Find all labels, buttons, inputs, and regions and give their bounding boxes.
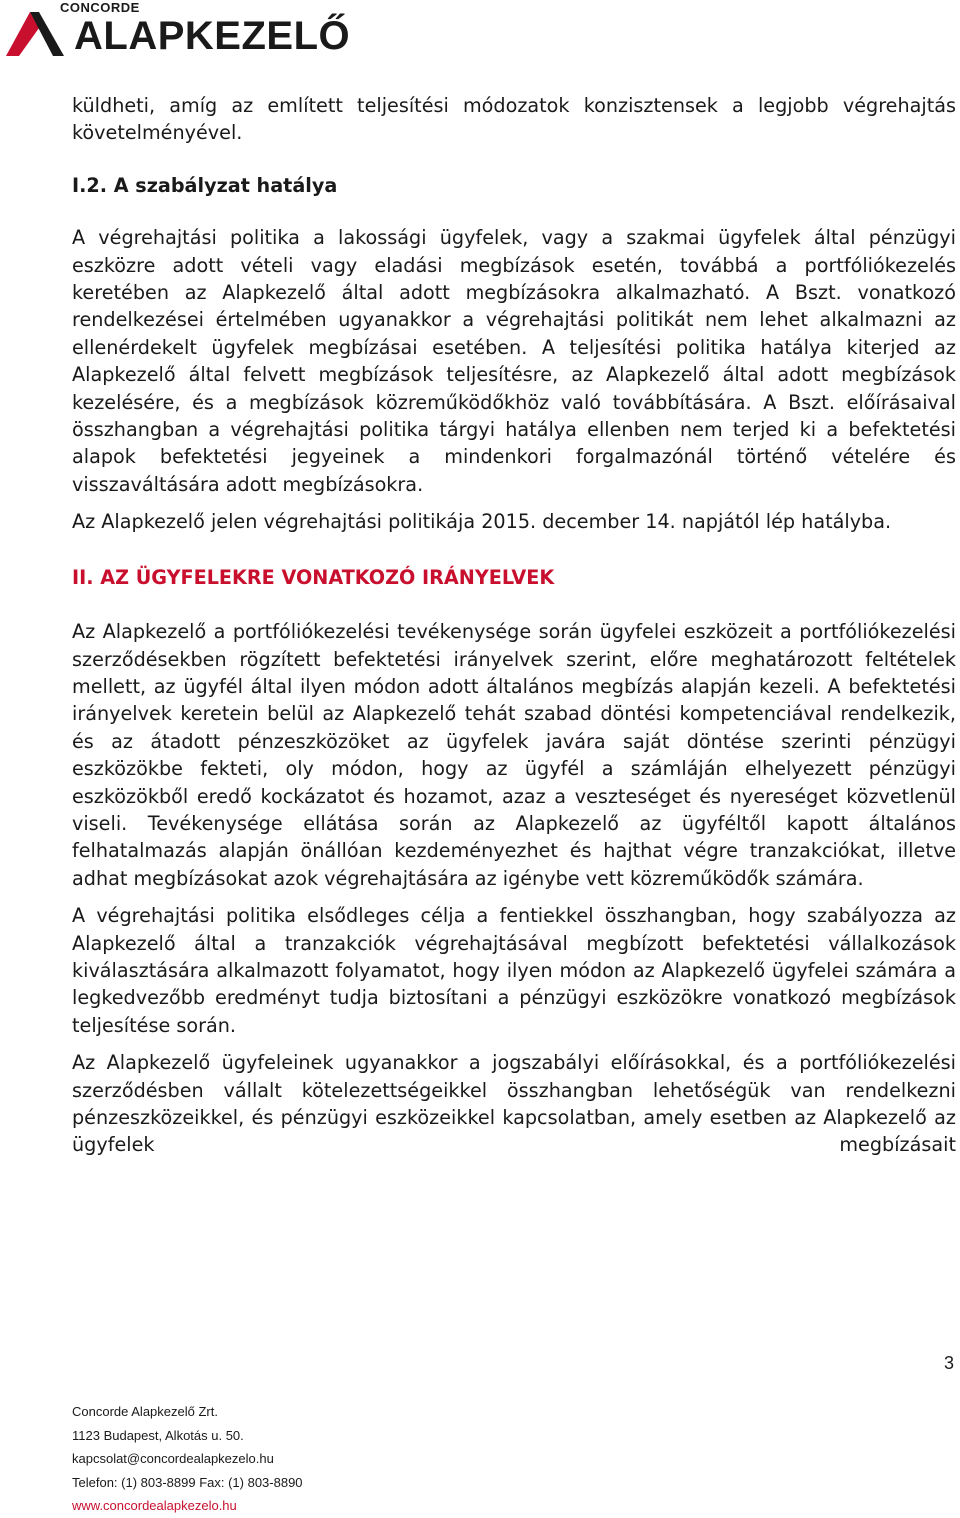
paragraph: Az Alapkezelő a portfóliókezelési tevékenysége során ügyfelei eszközeit a portfóliókezelési szerződésekben rögzített befektetési irányelvek szerint, előre meghatározott feltételek mellett, az ügyfél által ilyen módon adott általános megbízás alapján kezeli. A befektetési irányelvek keretein belül az Alapkezelő tehát szabad döntési kompetenciával rendelkezik, és az átadott pénzeszközöket az ügyfelek javára saját döntése szerinti pénzügyi eszközökbe fekteti, oly módon, hogy az ügyfél a számláján elhelyezett pénzügyi eszközökből eredő kockázatot és hozamot, azaz a veszteséget és nyereséget közvetlenül viseli. Tevékenysége ellátása során az Alapkezelő az ügyféltől kapott általános felhatalmazás alapján önállóan kezdeményezhet és hajthat végre tranzakciókat, illetve adhat megbízásokat azok végrehajtására az igénybe vett közreműködők számára.	[72, 620, 956, 890]
header	[0, 0, 960, 64]
paragraph: Az Alapkezelő ügyfeleinek ugyanakkor a jogszabályi előírásokkal, és a portfóliókezelési szerződésben vállalt kötelezettségeikkel összhangban lehetőségük van rendelkezni pénzeszközeikkel, és pénzügyi eszközeikkel kapcsolatban, amely esetben az Alapkezelő az ügyfelek megbízásait	[72, 1051, 956, 1157]
brand-name: ALAPKEZELŐ	[74, 14, 351, 58]
footer-email[interactable]: kapcsolat@concordealapkezelo.hu	[72, 1451, 274, 1466]
section-heading: I.2. A szabályzat hatálya	[72, 173, 338, 197]
logo-mark-icon	[6, 12, 72, 56]
paragraph: Az Alapkezelő jelen végrehajtási politikája 2015. december 14. napjától lép hatályba.	[72, 510, 892, 534]
footer	[72, 1400, 303, 1518]
footer-website-link[interactable]: www.concordealapkezelo.hu	[72, 1498, 237, 1513]
footer-address: 1123 Budapest, Alkotás u. 50.	[72, 1427, 244, 1443]
page-number: 3	[944, 1353, 955, 1373]
document-body	[72, 92, 956, 1169]
paragraph: küldheti, amíg az említett teljesítési módozatok konzisztensek a legjobb végrehajtás követelményével.	[72, 94, 956, 145]
section-heading: II. AZ ÜGYFELEKRE VONATKOZÓ IRÁNYELVEK	[72, 565, 555, 589]
brand-small: CONCORDE	[60, 0, 140, 15]
paragraph: A végrehajtási politika elsődleges célja a fentiekkel összhangban, hogy szabályozza az Alapkezelő által a tranzakciók végrehajtásával megbízott befektetési vállalkozások kiválasztására alkalmazott folyamatot, hogy ilyen módon az Alapkezelő ügyfelei számára a legkedvezőbb eredményt tudja biztosítani a pénzügyi eszközökre vonatkozó megbízások teljesítése során.	[72, 904, 956, 1037]
footer-phone: Telefon: (1) 803-8899 Fax: (1) 803-8890	[72, 1474, 303, 1490]
paragraph: A végrehajtási politika a lakossági ügyfelek, vagy a szakmai ügyfelek által pénzügyi eszközre adott vételi vagy eladási megbízások esetén, továbbá a portfóliókezelés keretében az Alapkezelő által adott megbízásokra alkalmazható. A Bszt. vonatkozó rendelkezései értelmében ugyanakkor a végrehajtási politikát nem lehet alkalmazni az ellenérdekelt ügyfelek megbízásai esetében. A teljesítési politika hatálya kiterjed az Alapkezelő által felvett megbízások teljesítésre, az Alapkezelő által adott megbízások kezelésére, és a megbízások közreműködőkhöz való továbbítására. A Bszt. előírásaival összhangban a végrehajtási politika tárgyi hatálya ellenben nem terjed ki a befektetési alapok befektetési jegyeinek a mindenkori forgalmazónál történő vételére és visszaváltására adott megbízásokra.	[72, 226, 956, 496]
footer-company: Concorde Alapkezelő Zrt.	[72, 1404, 218, 1419]
